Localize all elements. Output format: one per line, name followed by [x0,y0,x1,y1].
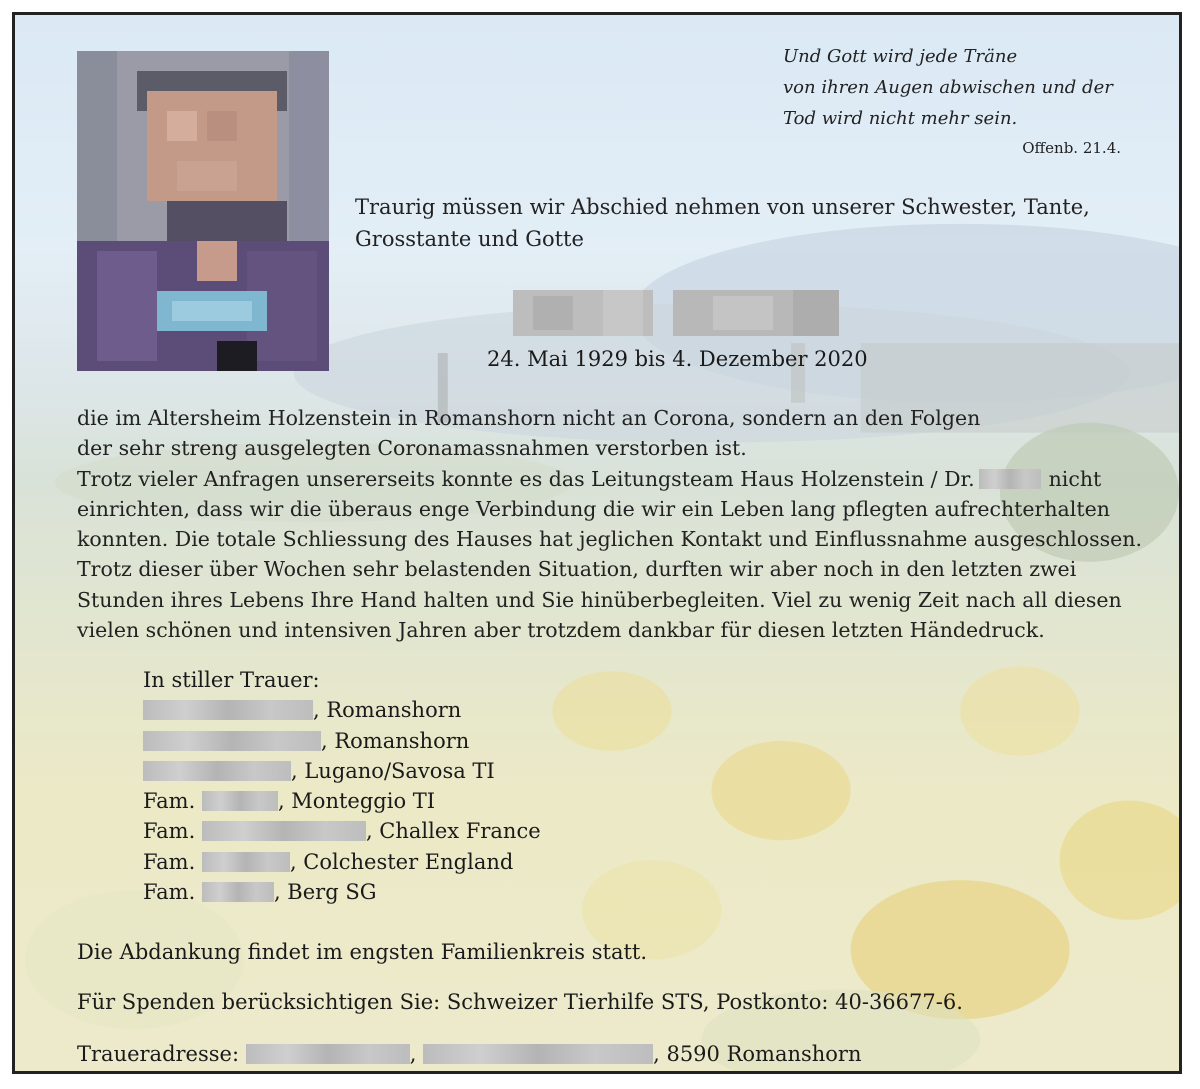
address-city: , 8590 Romanshorn [653,1042,862,1066]
body-line: konnten. Die totale Schliessung des Hauses hat jeglichen Kontakt und Einflussnahme ausgeschlossen. [77,527,1142,552]
mourning-address [77,1042,862,1066]
redacted-address-street [423,1044,653,1064]
mourner-place: , Colchester England [289,849,514,874]
mourner-prefix: Fam. [143,819,196,844]
mourner-entry [143,756,541,786]
redacted-mourner-name [202,791,278,811]
intro-line: Traurig müssen wir Abschied nehmen von unserer Schwester, Tante, [355,195,1090,219]
mourner-prefix: Fam. [143,880,196,905]
redacted-mourner-name [202,852,290,872]
obituary-body [77,403,1142,645]
portrait-photo [77,51,329,371]
body-line: vielen schönen und intensiven Jahren aber trotzdem dankbar für diesen letzten Händedruck. [77,618,1045,643]
mourner-entry [143,847,541,877]
mourner-entry [143,786,541,816]
redacted-mourner-name [202,882,274,902]
redacted-name [513,290,839,336]
mourner-place: , Challex France [365,819,541,844]
quote-line: von ihren Augen abwischen und der [783,77,1113,98]
mourner-entry [143,877,541,907]
mourner-place: , Romanshorn [313,698,462,723]
bible-quote [783,41,1113,134]
redacted-address-name [246,1044,410,1064]
address-label: Traueradresse: [77,1042,240,1066]
body-line: der sehr streng ausgelegten Coronamassnahmen verstorben ist. [77,436,747,461]
mourner-prefix: Fam. [143,789,196,814]
obituary-card [12,12,1182,1074]
redacted-mourner-name [143,731,321,751]
mourner-entry [143,726,541,756]
funeral-notice: Die Abdankung findet im engsten Familienkreis statt. [77,940,648,964]
mourner-place: , Monteggio TI [277,789,436,814]
redacted-mourner-name [202,821,366,841]
quote-reference: Offenb. 21.4. [1022,139,1121,157]
address-separator: , [409,1042,417,1066]
life-dates: 24. Mai 1929 bis 4. Dezember 2020 [487,347,868,371]
redacted-mourner-name [143,700,313,720]
body-line: die im Altersheim Holzenstein in Romanshorn nicht an Corona, sondern an den Folgen [77,406,981,430]
quote-line: Tod wird nicht mehr sein. [783,108,1018,129]
body-line: Stunden ihres Lebens Ihre Hand halten und Sie hinüberbegleiten. Viel zu wenig Zeit nach all diesen [77,587,1122,612]
body-line [77,464,1142,494]
mourner-place: , Berg SG [273,880,377,905]
intro-text [355,191,1090,255]
intro-line: Grosstante und Gotte [355,227,584,251]
redacted-doctor-name [979,469,1041,489]
quote-line: Und Gott wird jede Träne [783,46,1018,67]
redacted-mourner-name [143,761,291,781]
mourners-heading: In stiller Trauer: [143,668,320,692]
body-line: einrichten, dass wir die überaus enge Verbindung die wir ein Leben lang pflegten aufrechterhalten [77,496,1110,521]
mourners-list [143,665,541,907]
body-line-part: Trotz vieler Anfragen unsererseits konnte es das Leitungsteam Haus Holzenstein / Dr. [77,466,975,491]
mourner-prefix: Fam. [143,849,196,874]
body-line-part: nicht [1048,466,1102,491]
body-line: Trotz dieser über Wochen sehr belastenden Situation, durften wir aber noch in den letzten zwei [77,557,1077,582]
donation-notice: Für Spenden berücksichtigen Sie: Schweizer Tierhilfe STS, Postkonto: 40-36677-6. [77,990,963,1014]
mourner-entry [143,816,541,846]
mourner-entry [143,695,541,725]
mourner-place: , Lugano/Savosa TI [291,758,495,783]
mourner-place: , Romanshorn [321,728,470,753]
